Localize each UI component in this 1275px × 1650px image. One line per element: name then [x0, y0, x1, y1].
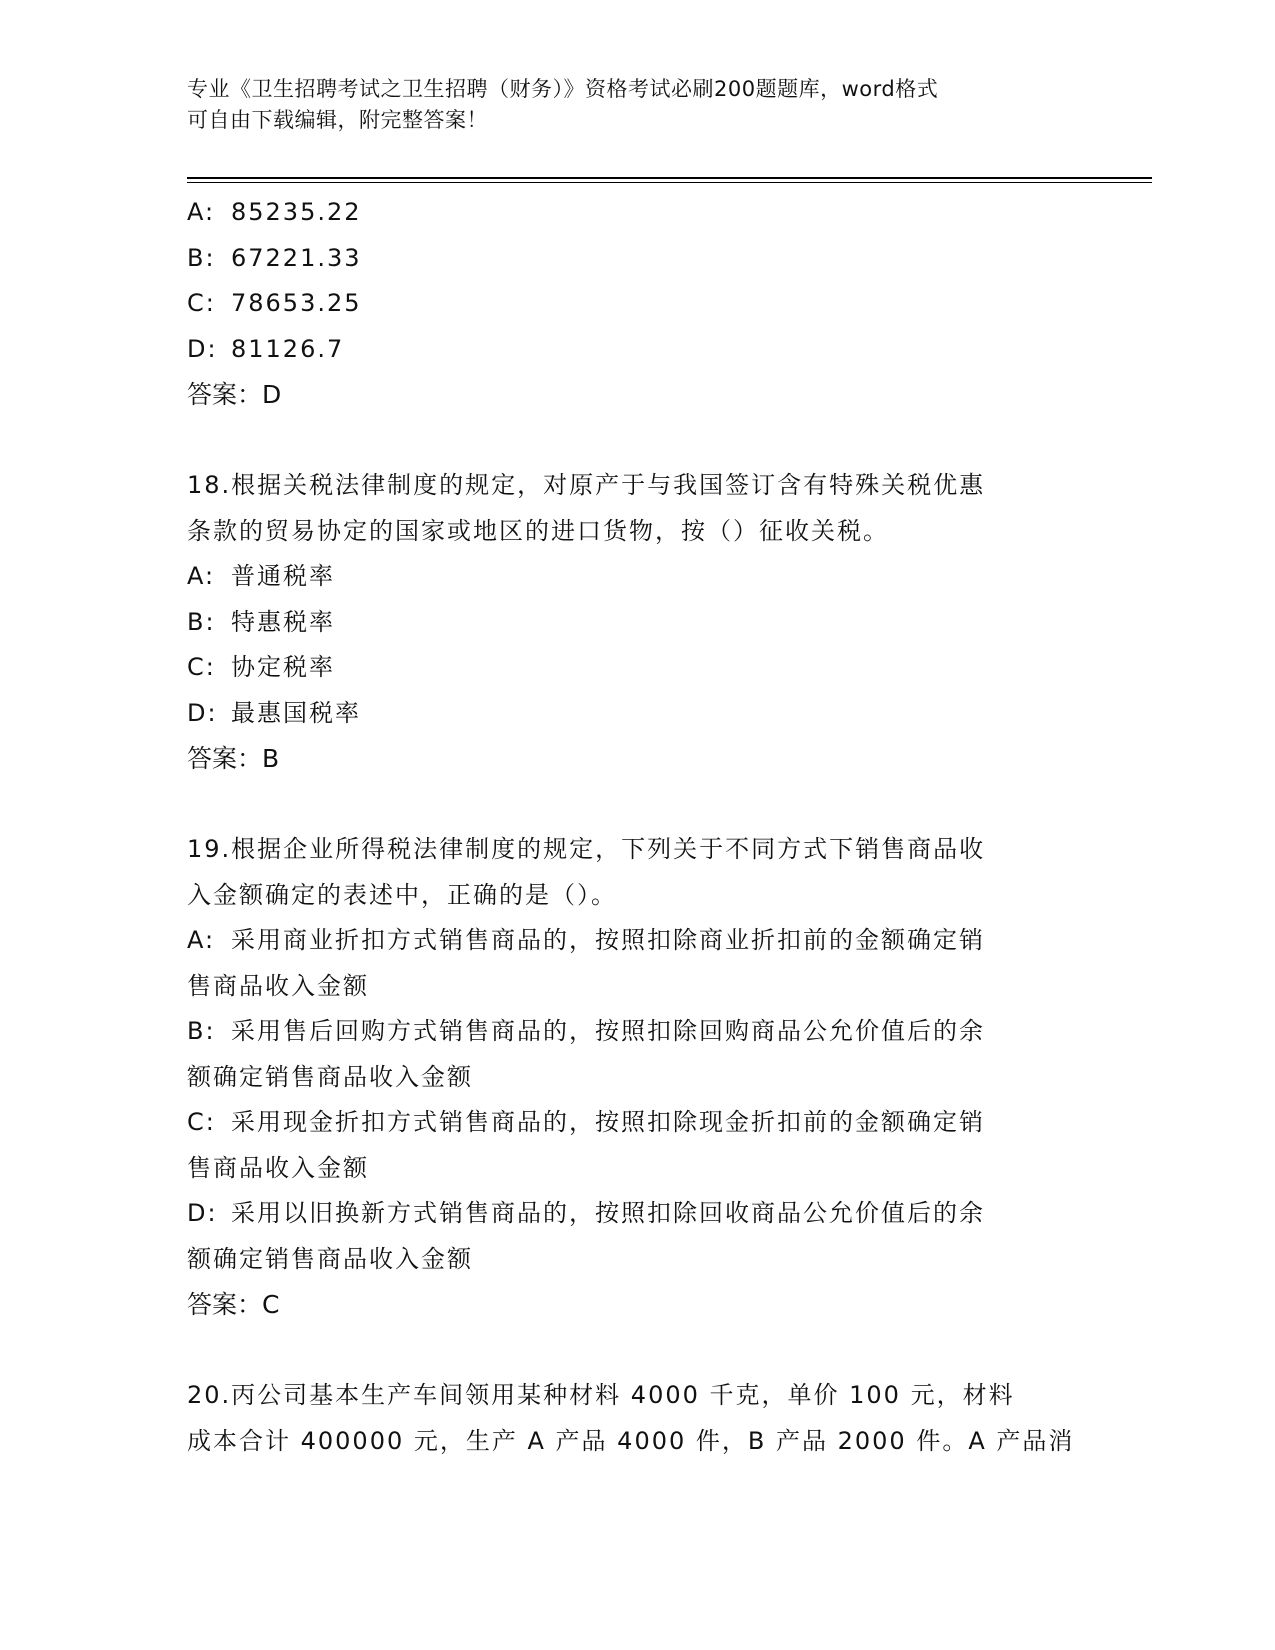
- option-key: C:: [187, 289, 216, 317]
- header-line-1: 专业《卫生招聘考试之卫生招聘（财务）》资格考试必刷200题题库，word格式: [187, 77, 939, 101]
- option-text-line-2: 额确定销售商品收入金额: [187, 1244, 473, 1273]
- question-18: [187, 463, 1077, 782]
- option-text-line-2: 售商品收入金额: [187, 1153, 369, 1182]
- q19-answer: 答案：C: [187, 1290, 280, 1319]
- option-key: D:: [187, 1199, 218, 1227]
- q19-stem-line-2: 入金额确定的表述中，正确的是（）。: [187, 880, 617, 909]
- option-text-line-1: 采用商业折扣方式销售商品的，按照扣除商业折扣前的金额确定销: [231, 926, 985, 954]
- option-text-line-1: 采用以旧换新方式销售商品的，按照扣除回收商品公允价值后的余: [231, 1199, 985, 1227]
- option-text: 67221.33: [231, 243, 362, 272]
- q18-option-b: [187, 600, 1077, 646]
- option-key: A:: [187, 926, 216, 954]
- option-key: B:: [187, 243, 216, 272]
- q18-option-d: [187, 691, 1077, 737]
- question-19: [187, 827, 1077, 1328]
- question-20: [187, 1373, 1077, 1464]
- option-key: A:: [187, 562, 216, 590]
- q18-answer: 答案：B: [187, 744, 280, 773]
- option-text: 78653.25: [231, 289, 362, 317]
- option-text: 协定税率: [231, 653, 335, 681]
- option-text-line-2: 售商品收入金额: [187, 971, 369, 1000]
- header-rule-thin: [187, 182, 1152, 183]
- q18-stem-line-2: 条款的贸易协定的国家或地区的进口货物，按（）征收关税。: [187, 516, 889, 545]
- question-17: [187, 190, 1077, 418]
- option-key: C:: [187, 1108, 216, 1136]
- option-key: C:: [187, 653, 216, 681]
- option-key: D:: [187, 698, 218, 727]
- option-text-line-2: 额确定销售商品收入金额: [187, 1062, 473, 1091]
- option-key: A:: [187, 198, 216, 226]
- q17-option-a: [187, 190, 1077, 236]
- q19-option-b: [187, 1009, 1077, 1100]
- option-text: 普通税率: [231, 562, 335, 590]
- option-text: 85235.22: [231, 198, 362, 226]
- q17-option-b: [187, 236, 1077, 282]
- q19-option-a: [187, 918, 1077, 1009]
- option-text: 最惠国税率: [231, 698, 361, 727]
- q18-option-c: [187, 645, 1077, 691]
- option-text-line-1: 采用售后回购方式销售商品的，按照扣除回购商品公允价值后的余: [231, 1017, 985, 1045]
- option-text: 81126.7: [231, 334, 345, 363]
- option-key: B:: [187, 607, 216, 636]
- option-text: 特惠税率: [231, 607, 335, 636]
- q20-stem-line-2: 成本合计 400000 元，生产 A 产品 4000 件，B 产品 2000 件。A 产品消: [187, 1426, 1075, 1455]
- q18-option-a: [187, 554, 1077, 600]
- option-text-line-1: 采用现金折扣方式销售商品的，按照扣除现金折扣前的金额确定销: [231, 1108, 985, 1136]
- header-rule-thick: [187, 177, 1152, 179]
- q17-option-d: [187, 327, 1077, 373]
- option-key: D:: [187, 334, 218, 363]
- document-body: [187, 190, 1077, 1464]
- document-header: [187, 74, 1067, 136]
- q18-stem-line-1: 18.根据关税法律制度的规定，对原产于与我国签订含有特殊关税优惠: [187, 471, 986, 499]
- q19-option-d: [187, 1191, 1077, 1282]
- q17-option-c: [187, 281, 1077, 327]
- q17-answer: 答案：D: [187, 380, 282, 409]
- option-key: B:: [187, 1017, 216, 1045]
- q19-stem-line-1: 19.根据企业所得税法律制度的规定，下列关于不同方式下销售商品收: [187, 835, 986, 863]
- q20-stem-line-1: 20.丙公司基本生产车间领用某种材料 4000 千克，单价 100 元，材料: [187, 1381, 1015, 1409]
- q19-option-c: [187, 1100, 1077, 1191]
- header-line-2: 可自由下载编辑，附完整答案！: [187, 108, 488, 132]
